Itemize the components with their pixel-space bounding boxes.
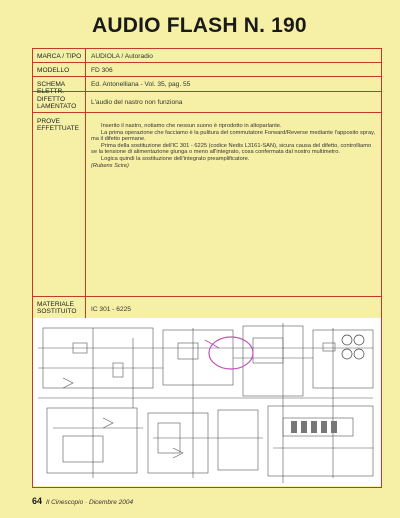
magazine-name: Il Cinescopio · Dicembre 2004 — [46, 499, 134, 506]
marca-value: AUDIOLA / Autoradio — [91, 53, 153, 60]
page-title: AUDIO FLASH N. 190 — [92, 14, 307, 37]
author-signature: (Rubens Scire) — [91, 162, 129, 169]
circuit-schematic — [33, 318, 381, 486]
page-number: 64 — [32, 496, 43, 506]
prove-text — [91, 123, 377, 169]
prove-label: PROVE EFFETTUATE — [37, 118, 80, 133]
row-marca — [33, 49, 381, 63]
materiale-value: IC 301 - 6225 — [91, 306, 131, 313]
marca-label: MARCA / TIPO — [37, 53, 82, 60]
row-schema — [33, 77, 381, 96]
schema-value: Ed. Antonelliana - Vol. 35, pag. 55 — [91, 81, 191, 88]
difetto-label: DIFETTO LAMENTATO — [37, 96, 77, 111]
modello-value: FD 306 — [91, 67, 113, 74]
prove-paragraph: Prima della sostituzione dell'IC 301 - 6225 (codice Nedis L3161-SAN), sicura causa del difetto, controlliamo se la tensione di alimentazione giunga o meno all'integrato, cosa confermata dal nostro multimetro. — [91, 142, 372, 156]
schematic-drawing — [33, 318, 381, 486]
difetto-value: L'audio del nastro non funziona — [91, 99, 183, 106]
materiale-label: MATERIALE SOSTITUITO — [37, 301, 77, 316]
schema-label: SCHEMA ELETTR. — [37, 81, 65, 96]
prove-paragraph: Logica quindi la sostituzione dell'integrato preamplificatore. — [101, 155, 250, 162]
row-difetto — [33, 92, 381, 113]
row-materiale — [33, 297, 381, 319]
page-footer — [32, 496, 133, 506]
row-modello — [33, 63, 381, 77]
modello-label: MODELLO — [37, 67, 70, 74]
prove-paragraph: Inserito il nastro, notiamo che nessun suono è riprodotto in altoparlante. — [101, 123, 282, 129]
prove-paragraph: La prima operazione che facciamo è la pulitura del commutatore Forward/Reverse mediante l'apposito spray, ma il difetto permane. — [91, 129, 376, 143]
